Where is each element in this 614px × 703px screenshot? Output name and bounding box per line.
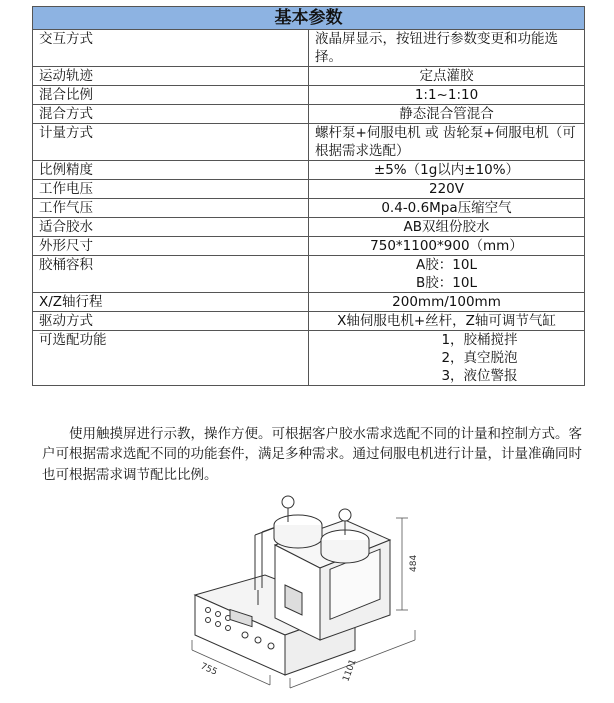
row-value: AB双组份胶水 bbox=[309, 218, 585, 237]
table-title: 基本参数 bbox=[33, 7, 585, 30]
row-label: 混合方式 bbox=[33, 105, 309, 124]
value-line: A胶：10L bbox=[416, 257, 477, 273]
table-row bbox=[33, 105, 585, 124]
value-line: B胶：10L bbox=[416, 275, 477, 291]
row-label: 工作气压 bbox=[33, 199, 309, 218]
machine-drawing bbox=[170, 490, 440, 700]
row-label: 可选配功能 bbox=[33, 331, 309, 386]
row-label: 工作电压 bbox=[33, 180, 309, 199]
dimension-height-label: 484 bbox=[409, 554, 419, 572]
row-label: 混合比例 bbox=[33, 86, 309, 105]
table-row bbox=[33, 86, 585, 105]
row-label: X/Z轴行程 bbox=[33, 293, 309, 312]
row-value bbox=[309, 256, 585, 293]
glue-tank-b-icon bbox=[321, 509, 369, 563]
table-row bbox=[33, 312, 585, 331]
row-value: 220V bbox=[309, 180, 585, 199]
row-label: 运动轨迹 bbox=[33, 67, 309, 86]
row-value: 静态混合管混合 bbox=[309, 105, 585, 124]
dimension-width-label: 1101 bbox=[341, 658, 359, 684]
spec-table bbox=[32, 6, 585, 386]
row-label: 胶桶容积 bbox=[33, 256, 309, 293]
option-line: 3，液位警报 bbox=[441, 368, 518, 384]
table-row bbox=[33, 293, 585, 312]
dimension-depth-label: 755 bbox=[198, 661, 219, 678]
row-value: 750*1100*900（mm） bbox=[309, 237, 585, 256]
table-row bbox=[33, 256, 585, 293]
table-row bbox=[33, 199, 585, 218]
row-value: 液晶屏显示，按钮进行参数变更和功能选择。 bbox=[309, 30, 585, 67]
row-value: ±5%（1g以内±10%） bbox=[309, 161, 585, 180]
row-label: 驱动方式 bbox=[33, 312, 309, 331]
description-paragraph: 使用触摸屏进行示教，操作方便。可根据客户胶水需求选配不同的计量和控制方式。客户可根据需求选配不同的功能套件，满足多种需求。通过伺服电机进行计量，计量准确同时也可根据需求调节配比比例。 bbox=[42, 425, 582, 483]
table-row bbox=[33, 218, 585, 237]
table-row bbox=[33, 124, 585, 161]
row-label: 外形尺寸 bbox=[33, 237, 309, 256]
row-value: 200mm/100mm bbox=[309, 293, 585, 312]
row-label: 交互方式 bbox=[33, 30, 309, 67]
table-row bbox=[33, 180, 585, 199]
row-value: 定点灌胶 bbox=[309, 67, 585, 86]
glue-tank-a-icon bbox=[274, 496, 322, 548]
row-value: 0.4-0.6Mpa压缩空气 bbox=[309, 199, 585, 218]
row-value bbox=[309, 331, 585, 386]
row-label: 适合胶水 bbox=[33, 218, 309, 237]
row-label: 比例精度 bbox=[33, 161, 309, 180]
row-value: 1:1~1:10 bbox=[309, 86, 585, 105]
option-line: 1，胶桶搅拌 bbox=[441, 332, 518, 348]
table-row bbox=[33, 67, 585, 86]
table-row bbox=[33, 331, 585, 386]
table-row bbox=[33, 161, 585, 180]
row-label: 计量方式 bbox=[33, 124, 309, 161]
table-row bbox=[33, 237, 585, 256]
row-value: 螺杆泵+伺服电机 或 齿轮泵+伺服电机（可根据需求选配） bbox=[309, 124, 585, 161]
row-value: X轴伺服电机+丝杆，Z轴可调节气缸 bbox=[309, 312, 585, 331]
table-row bbox=[33, 30, 585, 67]
option-line: 2，真空脱泡 bbox=[441, 350, 518, 366]
